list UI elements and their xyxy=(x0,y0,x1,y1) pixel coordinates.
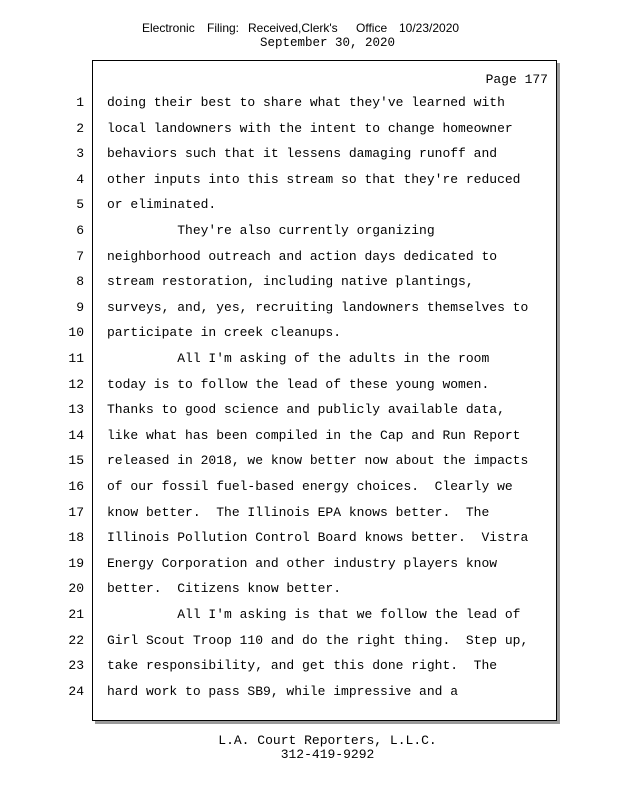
line-number: 6 xyxy=(76,223,84,238)
line-text: like what has been compiled in the Cap and Run Report xyxy=(107,428,521,443)
hearing-date: September 30, 2020 xyxy=(259,36,396,50)
line-text: Girl Scout Troop 110 and do the right thing. Step up, xyxy=(107,633,529,648)
filing-stamp-office: Office xyxy=(356,21,388,35)
line-number: 18 xyxy=(68,530,84,545)
footer-phone: 312-419-9292 xyxy=(280,747,375,762)
line-number: 1 xyxy=(76,95,84,110)
line-text: neighborhood outreach and action days dedicated to xyxy=(107,249,498,264)
line-number: 9 xyxy=(76,300,84,315)
page-number: Page 177 xyxy=(485,72,548,87)
line-text: released in 2018, we know better now about the impacts xyxy=(107,453,529,468)
line-text: of our fossil fuel-based energy choices. Clearly we xyxy=(107,479,513,494)
line-number: 2 xyxy=(76,121,84,136)
line-number: 21 xyxy=(68,607,84,622)
line-text: better. Citizens know better. xyxy=(107,581,342,596)
line-text: local landowners with the intent to change homeowner xyxy=(107,121,513,136)
line-text: Energy Corporation and other industry players know xyxy=(107,556,498,571)
line-text: Illinois Pollution Control Board knows better. Vistra xyxy=(107,530,529,545)
line-number: 13 xyxy=(68,402,84,417)
line-number: 14 xyxy=(68,428,84,443)
line-number: 17 xyxy=(68,505,84,520)
line-number: 16 xyxy=(68,479,84,494)
line-number: 3 xyxy=(76,146,84,161)
line-number: 19 xyxy=(68,556,84,571)
line-number: 8 xyxy=(76,274,84,289)
line-text: other inputs into this stream so that they're reduced xyxy=(107,172,521,187)
footer-company: L.A. Court Reporters, L.L.C. xyxy=(218,733,437,748)
filing-stamp-electronic: Electronic xyxy=(142,21,195,35)
line-text: All I'm asking of the adults in the room xyxy=(107,351,490,366)
line-text: surveys, and, yes, recruiting landowners themselves to xyxy=(107,300,529,315)
line-text: stream restoration, including native plantings, xyxy=(107,274,474,289)
line-number: 12 xyxy=(68,377,84,392)
line-text: take responsibility, and get this done right. The xyxy=(107,658,498,673)
line-number: 20 xyxy=(68,581,84,596)
line-text: participate in creek cleanups. xyxy=(107,325,342,340)
line-text: behaviors such that it lessens damaging runoff and xyxy=(107,146,498,161)
filing-stamp xyxy=(0,21,618,37)
line-text: know better. The Illinois EPA knows better. The xyxy=(107,505,490,520)
line-number: 5 xyxy=(76,197,84,212)
line-text: doing their best to share what they've learned with xyxy=(107,95,505,110)
filing-stamp-filing: Filing: xyxy=(207,21,240,35)
line-text: or eliminated. xyxy=(107,197,217,212)
line-text: Thanks to good science and publicly available data, xyxy=(107,402,505,417)
line-number: 4 xyxy=(76,172,84,187)
line-number: 15 xyxy=(68,453,84,468)
line-number: 22 xyxy=(68,633,84,648)
line-number: 7 xyxy=(76,249,84,264)
line-number: 24 xyxy=(68,684,84,699)
filing-stamp-date: 10/23/2020 xyxy=(399,21,460,35)
line-text: They're also currently organizing xyxy=(107,223,435,238)
line-number: 23 xyxy=(68,658,84,673)
line-number: 11 xyxy=(68,351,84,366)
line-text: today is to follow the lead of these young women. xyxy=(107,377,490,392)
line-number: 10 xyxy=(68,325,84,340)
filing-stamp-received: Received,Clerk's xyxy=(248,21,338,35)
line-text: All I'm asking is that we follow the lead of xyxy=(107,607,521,622)
line-text: hard work to pass SB9, while impressive and a xyxy=(107,684,459,699)
